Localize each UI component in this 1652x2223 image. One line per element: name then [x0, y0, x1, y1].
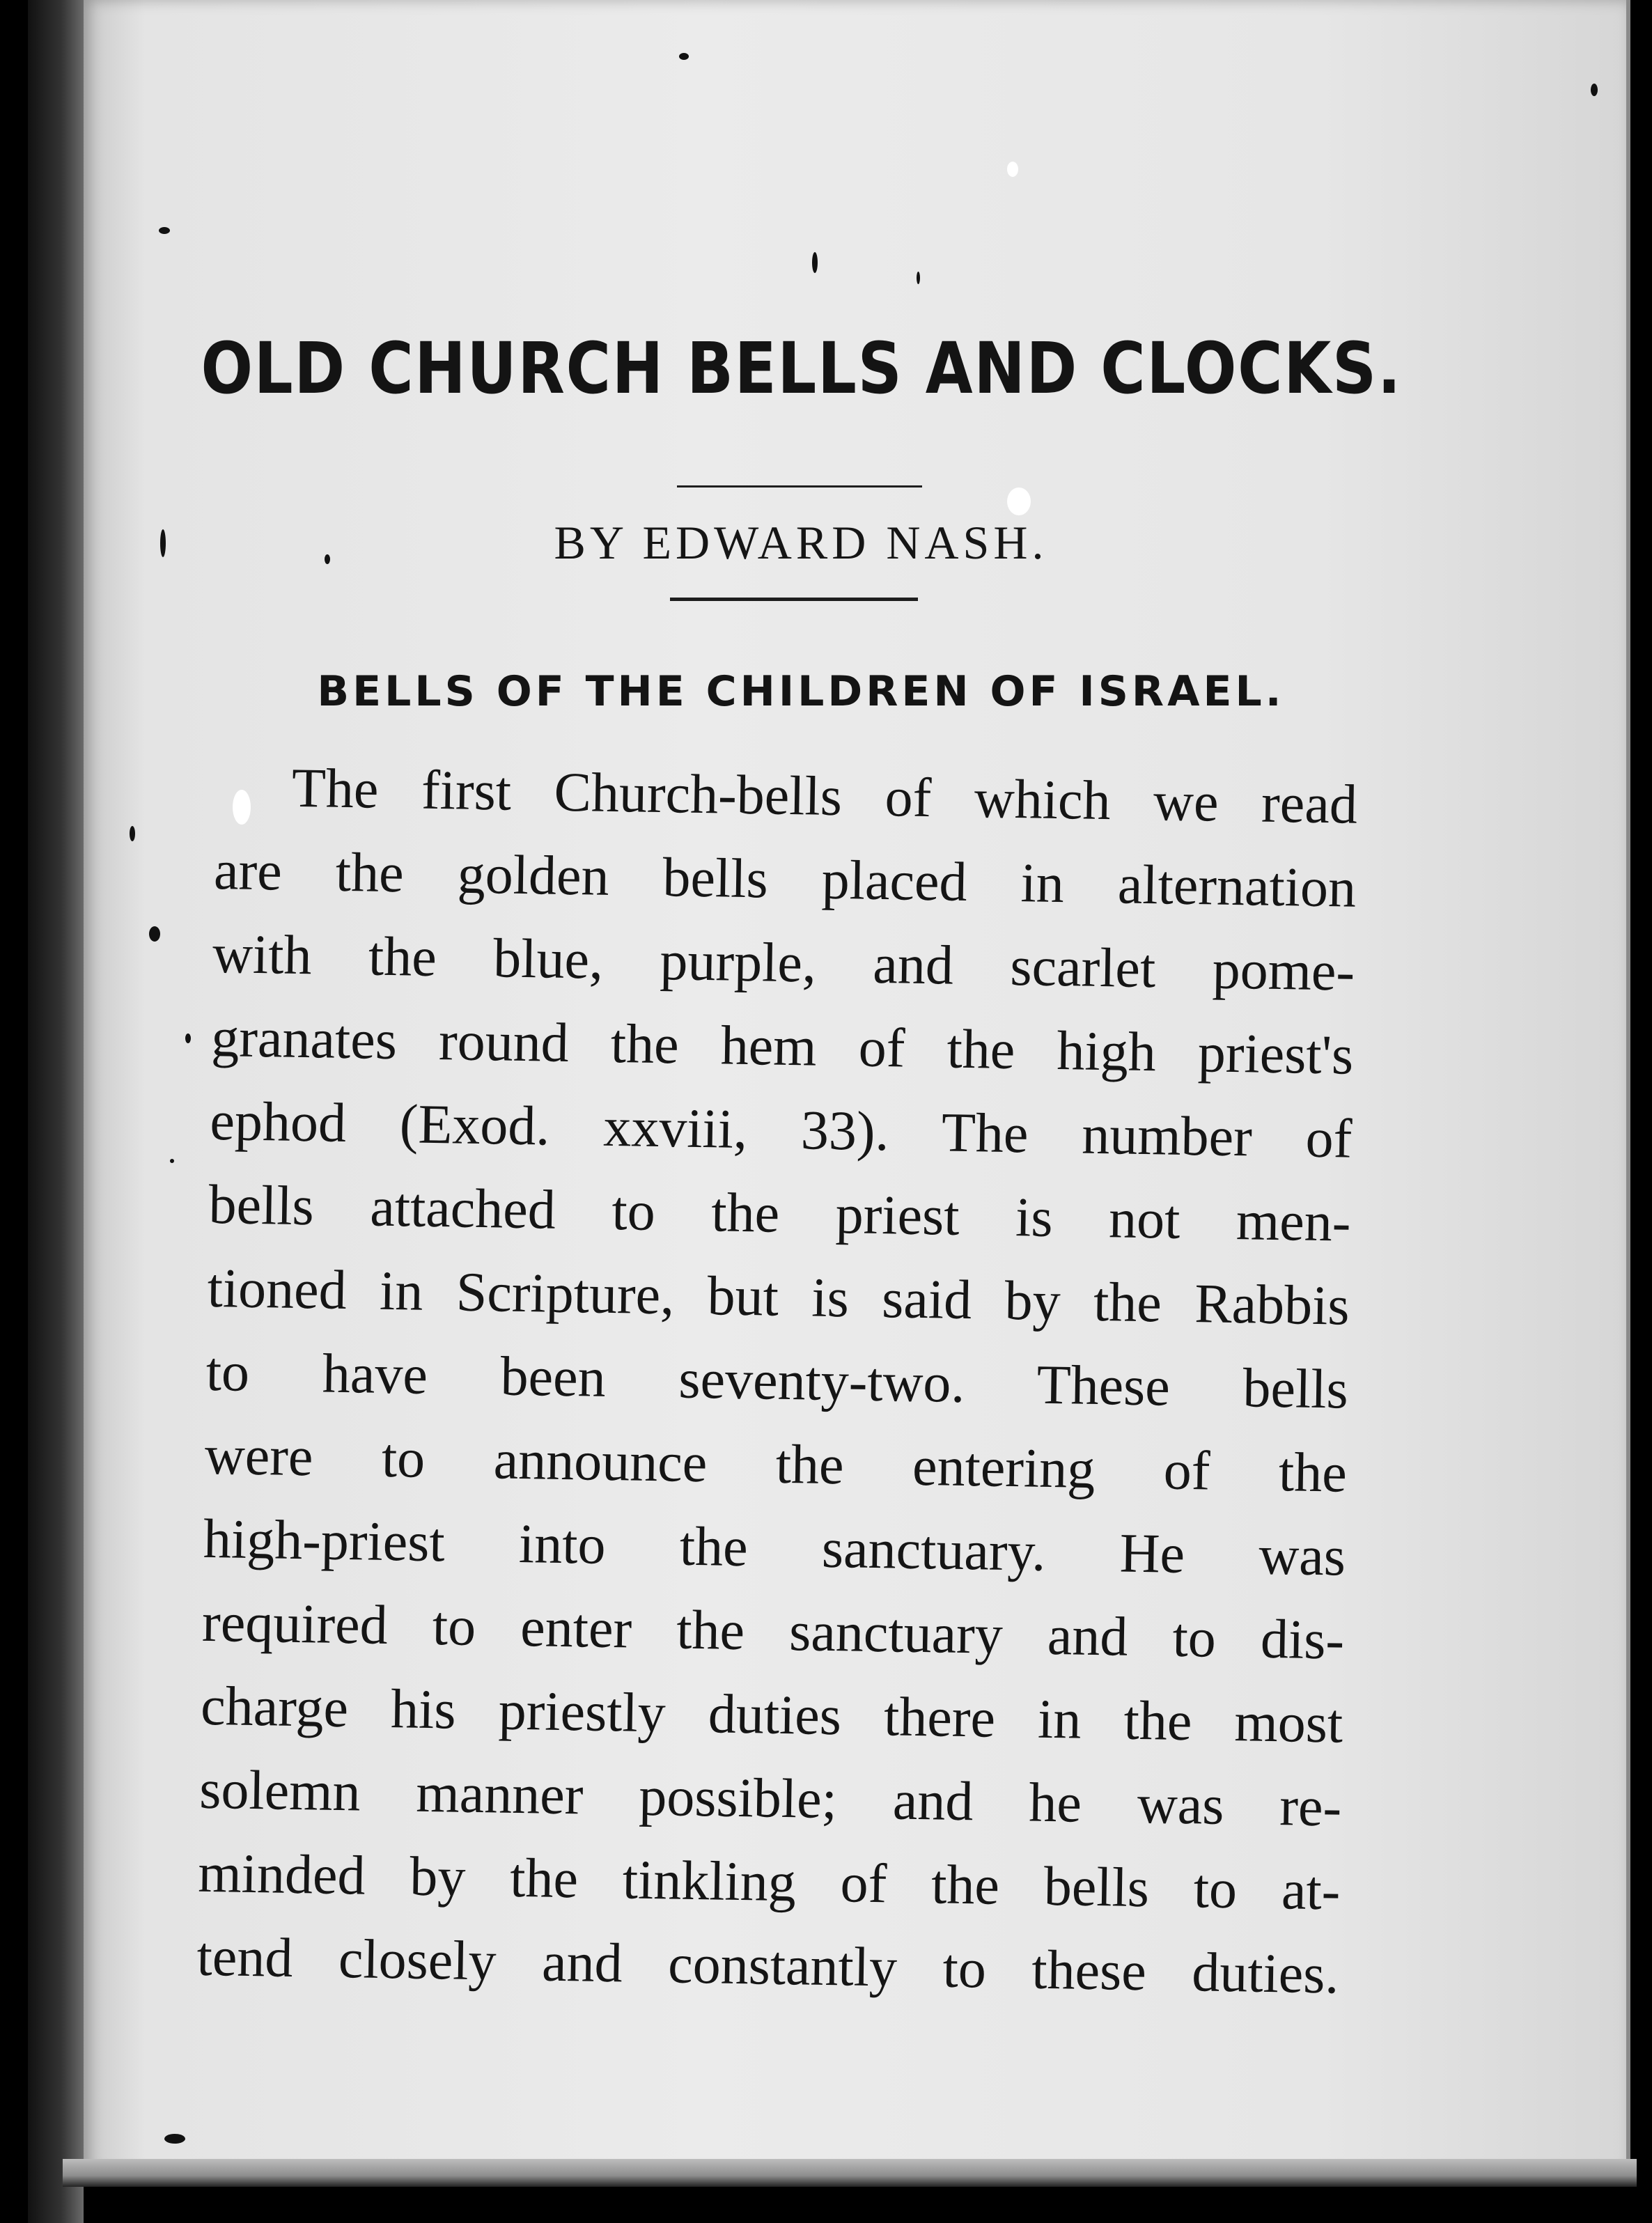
title-container [139, 327, 1588, 418]
body-line: high-priest into the sanctuary. He was [203, 1508, 1346, 1588]
scan-speck [170, 1159, 174, 1163]
scan-speck [1591, 84, 1598, 96]
body-line: The first Church-bells of which we read [291, 757, 1358, 836]
scan-speck [159, 227, 170, 234]
body-line: solemn manner possible; and he was re- [198, 1758, 1342, 1839]
page-bottom-edge [63, 2159, 1637, 2187]
body-line: were to announce the entering of the [204, 1424, 1348, 1504]
body-line: required to enter the sanctuary and to dis- [201, 1591, 1345, 1671]
body-line: granates round the hem of the high priest's [210, 1006, 1354, 1086]
scan-speck [325, 554, 330, 564]
body-line: tend closely and constantly to these duties. [196, 1926, 1340, 2006]
scan-speck [185, 1034, 191, 1043]
scan-speck [679, 53, 689, 60]
author-divider [670, 598, 918, 601]
scan-speck [164, 2134, 185, 2144]
author-byline: BY EDWARD NASH. [554, 516, 1048, 569]
body-line: with the blue, purple, and scarlet pome- [212, 923, 1355, 1003]
scan-speck [160, 529, 166, 557]
body-line: charge his priestly duties there in the most [200, 1675, 1343, 1755]
body-line: tioned in Scripture, but is said by the Rabbis [207, 1257, 1350, 1337]
title-divider [677, 485, 922, 488]
body-line: minded by the tinkling of the bells to at- [197, 1842, 1341, 1922]
scan-speck [1007, 488, 1031, 515]
scan-speck [1007, 162, 1018, 177]
section-heading: BELLS OF THE CHILDREN OF ISRAEL. [317, 667, 1285, 716]
body-line: are the golden bells placed in alternation [213, 839, 1357, 919]
body-line: to have been seventy-two. These bells [205, 1341, 1349, 1421]
scan-speck [130, 826, 135, 841]
body-line: bells attached to the priest is not men- [208, 1173, 1352, 1254]
body-line: ephod (Exod. xxviii, 33). The number of [209, 1090, 1353, 1170]
scan-speck [149, 926, 160, 942]
page-binding-edge [28, 0, 84, 2223]
scan-speck [917, 272, 920, 284]
body-paragraph [196, 745, 1358, 2017]
page-title: OLD CHURCH BELLS AND CLOCKS. [201, 327, 1402, 410]
scan-speck [812, 252, 818, 273]
